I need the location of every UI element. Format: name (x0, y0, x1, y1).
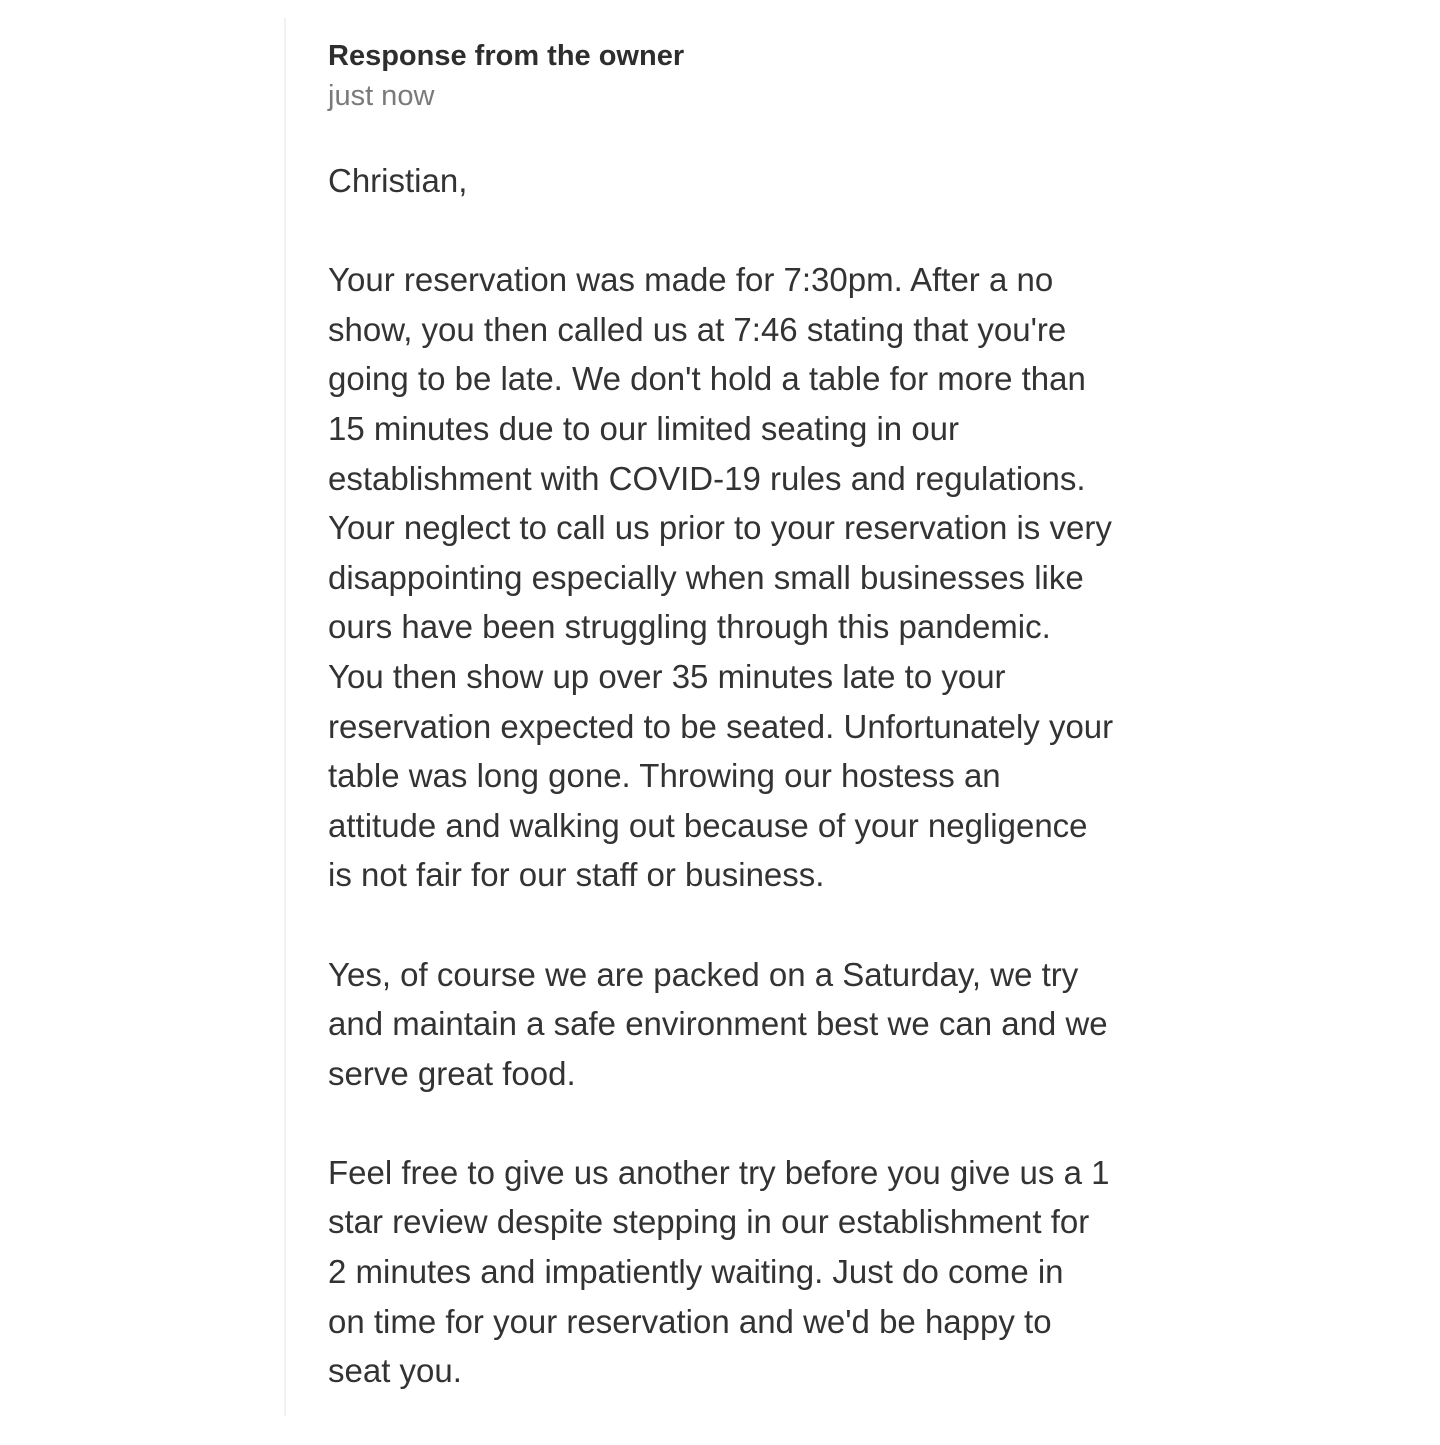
response-paragraph (328, 1148, 1178, 1396)
response-line: Christian, (328, 162, 468, 199)
response-line: table was long gone. Throwing our hostess an (328, 757, 1001, 795)
response-line: serve great food. (328, 1054, 576, 1092)
response-line: seat you. (328, 1352, 462, 1390)
response-line: Yes, of course we are packed on a Saturday, we try (328, 955, 1079, 993)
response-line: Your neglect to call us prior to your reservation is very (328, 509, 1112, 547)
response-line: on time for your reservation and we'd be happy to (328, 1302, 1052, 1340)
owner-response-heading: Response from the owner (328, 40, 685, 72)
response-line: establishment with COVID-19 rules and regulations. (328, 459, 1086, 497)
response-line: reservation expected to be seated. Unfortunately your (328, 707, 1114, 745)
response-line: disappointing especially when small businesses like (328, 558, 1084, 596)
response-line: 15 minutes due to our limited seating in our (328, 409, 960, 447)
response-paragraph (328, 950, 1178, 1099)
response-paragraph (328, 156, 1178, 206)
response-line: and maintain a safe environment best we can and we (328, 1005, 1108, 1043)
response-line: going to be late. We don't hold a table for more than (328, 360, 1086, 398)
response-paragraph (328, 255, 1178, 900)
response-line: Feel free to give us another try before you give us a 1 (328, 1153, 1110, 1191)
response-line: 2 minutes and impatiently waiting. Just do come in (328, 1253, 1064, 1291)
owner-response-text (328, 156, 1178, 1445)
response-line: show, you then called us at 7:46 stating that you're (328, 310, 1067, 348)
response-line: star review despite stepping in our establishment for (328, 1203, 1090, 1241)
response-line: ours have been struggling through this pandemic. (328, 608, 1051, 646)
response-line: attitude and walking out because of your negligence (328, 806, 1088, 844)
response-line: is not fair for our staff or business. (328, 856, 825, 894)
response-timestamp: just now (328, 80, 435, 112)
owner-response-card (284, 18, 1184, 1416)
response-line: Your reservation was made for 7:30pm. After a no (328, 261, 1054, 299)
response-line: You then show up over 35 minutes late to your (328, 657, 1006, 695)
